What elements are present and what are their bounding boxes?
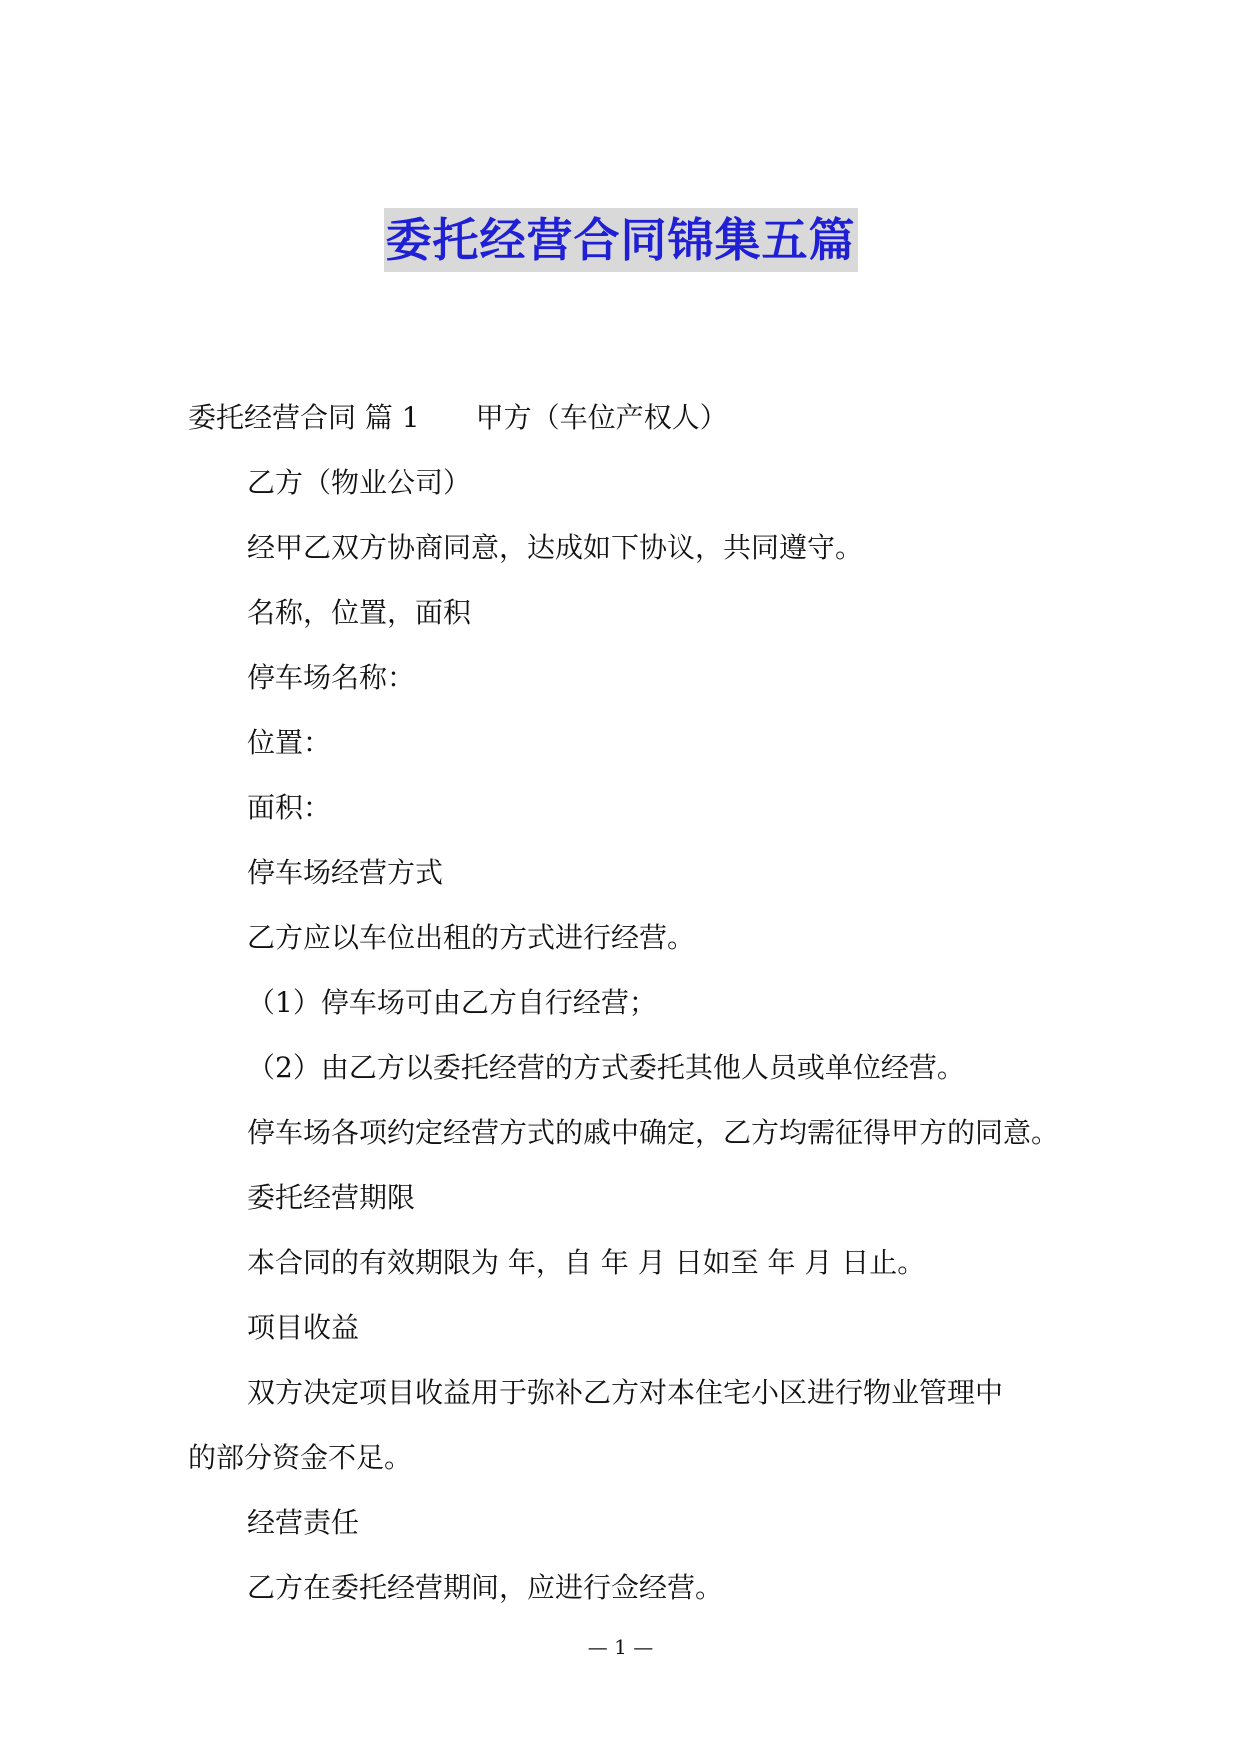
section-heading-term: 委托经营期限 [247, 1181, 416, 1214]
area-field: 面积： [247, 791, 332, 824]
party-a-label: 甲方（车位产权人） [475, 401, 728, 434]
parking-name-field: 停车场名称： [247, 661, 416, 694]
paragraph: 双方决定项目收益用于弥补乙方对本住宅小区进行物业管理中 [247, 1376, 1004, 1409]
paragraph: 停车场各项约定经营方式的戚中确定，乙方均需征得甲方的同意。 [247, 1116, 1060, 1149]
paragraph: 乙方应以车位出租的方式进行经营。 [247, 921, 696, 954]
list-item: （2）由乙方以委托经营的方式委托其他人员或单位经营。 [247, 1051, 965, 1084]
section-heading-name-location-area: 名称，位置，面积 [247, 596, 472, 629]
location-field: 位置： [247, 726, 332, 759]
party-b-label: 乙方（物业公司） [247, 466, 472, 499]
agreement-intro: 经甲乙双方协商同意，达成如下协议，共同遵守。 [247, 531, 864, 564]
document-body [188, 385, 1068, 1620]
document-title: 委托经营合同锦集五篇 [384, 208, 858, 272]
paragraph: 本合同的有效期限为 年，自 年 月 日如至 年 月 日止。 [247, 1246, 926, 1279]
list-item: （1）停车场可由乙方自行经营； [247, 986, 657, 1019]
paragraph-continuation: 的部分资金不足。 [188, 1441, 413, 1474]
section-heading-operation-mode: 停车场经营方式 [247, 856, 444, 889]
page-number: — 1 — [587, 1635, 654, 1659]
paragraph: 乙方在委托经营期间，应进行佥经营。 [247, 1571, 724, 1604]
section-heading-revenue: 项目收益 [247, 1311, 360, 1344]
contract-heading: 委托经营合同 篇 1 [188, 401, 420, 434]
contract-heading-line [188, 385, 1068, 450]
section-heading-responsibility: 经营责任 [247, 1506, 360, 1539]
title-container [0, 208, 1241, 272]
